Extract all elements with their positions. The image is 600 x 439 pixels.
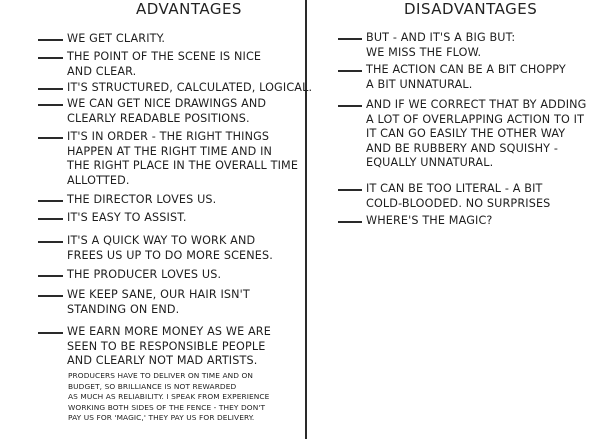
bullet-dash <box>38 200 63 202</box>
footnote-line: WORKING BOTH SIDES OF THE FENCE - THEY DON'T <box>68 402 266 412</box>
advantages-item-text <box>67 81 312 96</box>
advantages-item-text <box>67 234 273 263</box>
bullet-dash <box>38 57 63 59</box>
bullet-dash <box>38 88 63 90</box>
text-line: CLEARLY READABLE POSITIONS. <box>67 111 250 125</box>
disadvantages-heading: DISADVANTAGES <box>404 0 538 18</box>
text-line: BUT - AND IT'S A BIG BUT: <box>366 31 516 44</box>
text-line: HAPPEN AT THE RIGHT TIME AND IN <box>67 144 273 158</box>
bullet-dash <box>38 218 63 220</box>
text-line: THE RIGHT PLACE IN THE OVERALL TIME <box>67 159 299 172</box>
footnote-line: PRODUCERS HAVE TO DELIVER ON TIME AND ON <box>68 371 254 380</box>
text-line: IT CAN GO EASILY THE OTHER WAY <box>366 127 566 140</box>
text-line: THE DIRECTOR LOVES US. <box>67 193 217 206</box>
footnote-line: AS MUCH AS RELIABILITY. I SPEAK FROM EXPERIENCE <box>68 392 270 402</box>
text-line: IT'S A QUICK WAY TO WORK AND <box>67 234 256 247</box>
bullet-dash <box>338 70 362 72</box>
bullet-dash <box>38 104 63 106</box>
text-line: WE GET CLARITY. <box>67 32 166 45</box>
text-line: COLD-BLOODED. NO SURPRISES <box>366 196 551 210</box>
advantages-heading: ADVANTAGES <box>136 0 242 18</box>
text-line: IT'S STRUCTURED, CALCULATED, LOGICAL. <box>67 81 313 94</box>
bullet-dash <box>338 221 362 223</box>
text-line: A BIT UNNATURAL. <box>366 77 473 91</box>
text-line: WE EARN MORE MONEY AS WE ARE <box>67 325 271 338</box>
text-line: SEEN TO BE RESPONSIBLE PEOPLE <box>67 339 266 353</box>
text-line: AND CLEARLY NOT MAD ARTISTS. <box>67 354 258 367</box>
column-divider <box>305 0 307 439</box>
bullet-dash <box>338 105 362 107</box>
text-line: ALLOTTED. <box>67 173 130 187</box>
text-line: A LOT OF OVERLAPPING ACTION TO IT <box>366 112 585 126</box>
text-line: AND IF WE CORRECT THAT BY ADDING <box>366 98 587 111</box>
disadvantages-item-text <box>366 98 587 171</box>
bullet-dash <box>338 38 362 40</box>
text-line: AND BE RUBBERY AND SQUISHY - <box>366 141 559 155</box>
advantages-item-text <box>67 97 266 126</box>
advantages-item-text <box>67 268 221 283</box>
footnote-line: BUDGET, SO BRILLIANCE IS NOT REWARDED <box>68 381 237 391</box>
text-line: THE ACTION CAN BE A BIT CHOPPY <box>366 63 566 76</box>
advantages-item-text <box>67 50 261 79</box>
advantages-footnote <box>68 371 269 424</box>
disadvantages-item-text <box>366 182 550 211</box>
disadvantages-item-text <box>366 214 493 229</box>
disadvantages-item-text <box>366 63 566 92</box>
text-line: WE MISS THE FLOW. <box>366 45 482 59</box>
text-line: EQUALLY UNNATURAL. <box>366 156 494 169</box>
text-line: IT'S EASY TO ASSIST. <box>67 211 187 224</box>
text-line: THE PRODUCER LOVES US. <box>67 268 222 281</box>
text-line: WE KEEP SANE, OUR HAIR ISN'T <box>67 288 250 301</box>
advantages-item-text <box>67 130 298 188</box>
advantages-item-text <box>67 288 250 317</box>
bullet-dash <box>38 137 63 139</box>
bullet-dash <box>38 295 63 297</box>
text-line: THE POINT OF THE SCENE IS NICE <box>67 50 262 63</box>
footnote-line: PAY US FOR 'MAGIC,' THEY PAY US FOR DELIVERY. <box>68 413 255 423</box>
bullet-dash <box>38 332 63 334</box>
bullet-dash <box>38 275 63 277</box>
advantages-item-text <box>67 32 165 47</box>
text-line: WE CAN GET NICE DRAWINGS AND <box>67 97 267 110</box>
text-line: IT CAN BE TOO LITERAL - A BIT <box>366 182 543 195</box>
bullet-dash <box>338 189 362 191</box>
advantages-item-text <box>67 211 187 226</box>
bullet-dash <box>38 39 63 41</box>
disadvantages-item-text <box>366 31 515 60</box>
text-line: STANDING ON END. <box>67 302 180 316</box>
text-line: IT'S IN ORDER - THE RIGHT THINGS <box>67 130 270 143</box>
bullet-dash <box>38 241 63 243</box>
advantages-item-text <box>67 325 271 369</box>
text-line: FREES US UP TO DO MORE SCENES. <box>67 248 273 262</box>
text-line: WHERE'S THE MAGIC? <box>366 214 493 227</box>
advantages-item-text <box>67 193 216 208</box>
text-line: AND CLEAR. <box>67 64 137 78</box>
